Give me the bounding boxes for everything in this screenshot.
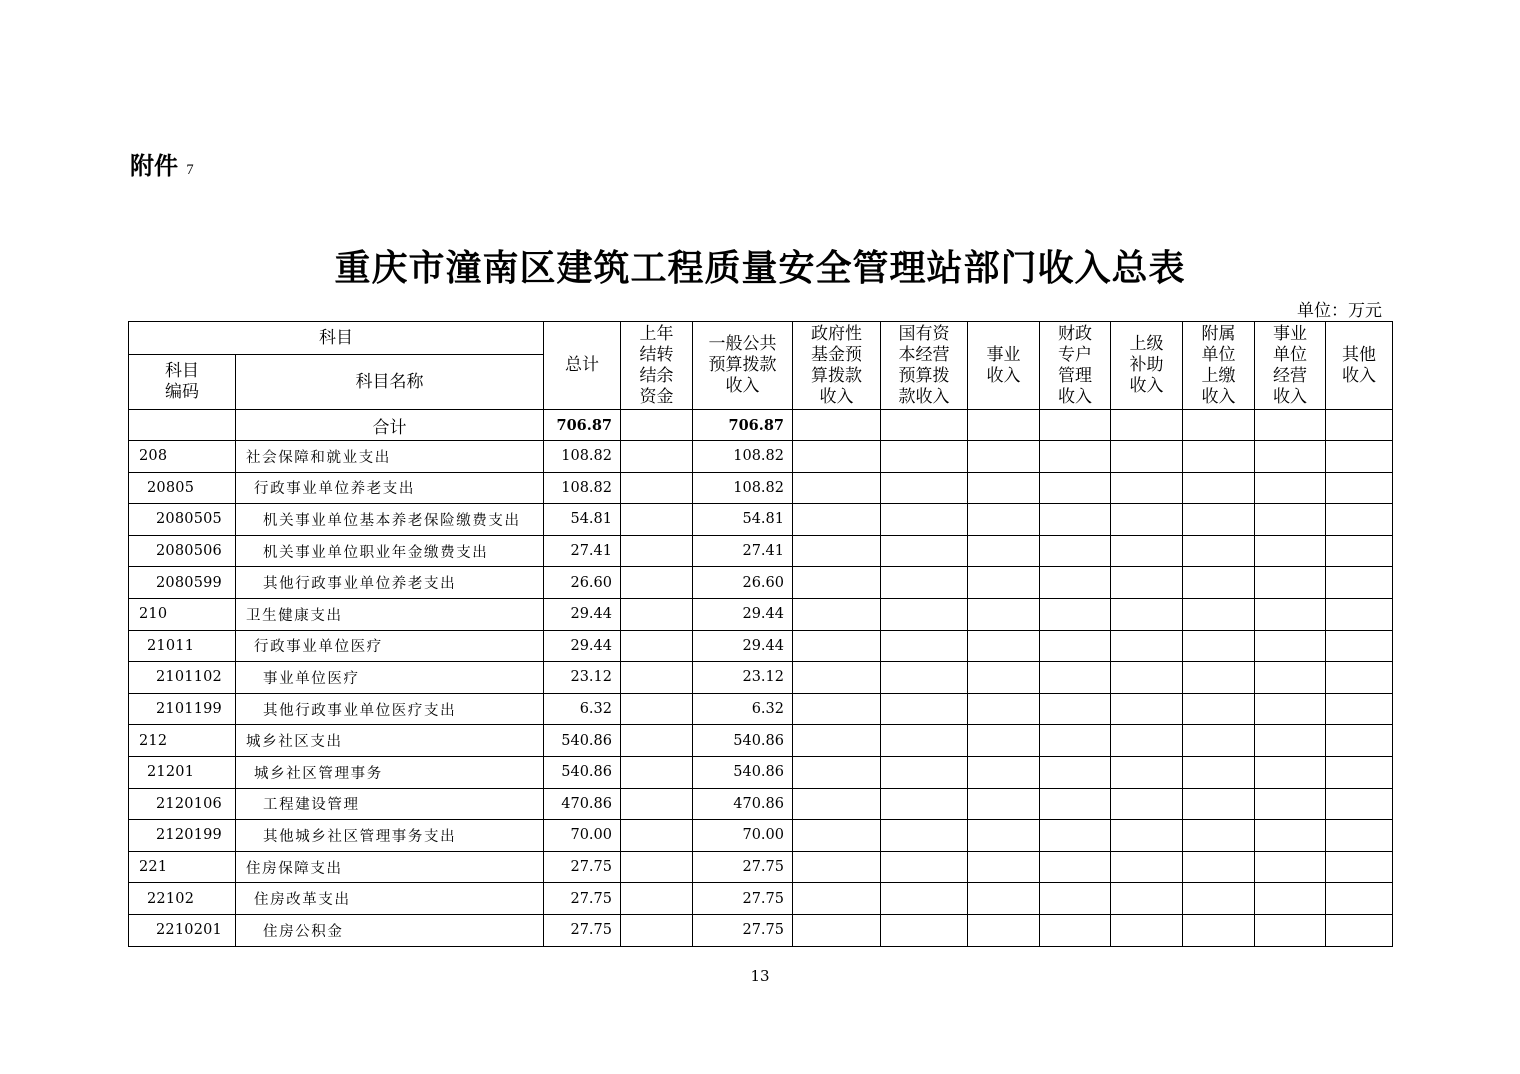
empty-cell (793, 598, 881, 630)
general-budget-value: 54.81 (693, 504, 793, 536)
empty-cell (1326, 598, 1393, 630)
empty-cell (968, 441, 1040, 473)
general-budget-value: 27.75 (693, 851, 793, 883)
empty-cell (621, 756, 693, 788)
header-code: 科目 编码 (129, 355, 236, 410)
header-col-special-account: 财政 专户 管理 收入 (1040, 322, 1111, 410)
empty-cell (968, 410, 1040, 441)
empty-cell (1183, 662, 1255, 694)
empty-cell (1326, 410, 1393, 441)
empty-cell (1326, 756, 1393, 788)
empty-cell (621, 693, 693, 725)
empty-cell (881, 693, 968, 725)
subject-name: 机关事业单位基本养老保险缴费支出 (236, 504, 544, 536)
table-row (129, 504, 1393, 536)
table-row (129, 756, 1393, 788)
empty-cell (1040, 472, 1111, 504)
empty-cell (621, 725, 693, 757)
table-row (129, 662, 1393, 694)
total-value: 23.12 (544, 662, 621, 694)
general-budget-value: 470.86 (693, 788, 793, 820)
empty-cell (968, 788, 1040, 820)
general-budget-value: 540.86 (693, 756, 793, 788)
subject-code: 2120199 (129, 820, 236, 852)
attachment-label-text: 附件 (130, 152, 178, 180)
subject-code: 208 (129, 441, 236, 473)
empty-cell (793, 410, 881, 441)
empty-cell (1255, 756, 1326, 788)
subject-code: 22102 (129, 883, 236, 915)
empty-cell (1183, 441, 1255, 473)
empty-cell (621, 820, 693, 852)
empty-cell (968, 851, 1040, 883)
empty-cell (621, 914, 693, 946)
table-row (129, 851, 1393, 883)
empty-cell (1111, 693, 1183, 725)
empty-cell (1183, 851, 1255, 883)
table-row (129, 535, 1393, 567)
empty-cell (793, 914, 881, 946)
header-col-affiliated-units: 附属 单位 上缴 收入 (1183, 322, 1255, 410)
empty-cell (1040, 504, 1111, 536)
empty-cell (1111, 441, 1183, 473)
empty-cell (621, 410, 693, 441)
attachment-number: 7 (186, 162, 194, 178)
total-value: 29.44 (544, 598, 621, 630)
empty-cell (968, 820, 1040, 852)
empty-cell (1183, 630, 1255, 662)
empty-cell (881, 756, 968, 788)
subject-name: 事业单位医疗 (236, 662, 544, 694)
page-number: 13 (750, 967, 770, 985)
empty-cell (1183, 693, 1255, 725)
empty-cell (1326, 472, 1393, 504)
subject-name: 行政事业单位养老支出 (236, 472, 544, 504)
subject-name: 住房改革支出 (236, 883, 544, 915)
unit-label: 单位：万元 (1297, 301, 1382, 321)
subject-name: 住房保障支出 (236, 851, 544, 883)
total-value: 108.82 (544, 472, 621, 504)
empty-cell (793, 535, 881, 567)
total-value: 6.32 (544, 693, 621, 725)
empty-cell (1255, 851, 1326, 883)
empty-cell (621, 630, 693, 662)
general-budget-value: 540.86 (693, 725, 793, 757)
empty-cell (1326, 883, 1393, 915)
empty-cell (881, 567, 968, 599)
total-row (129, 410, 1393, 441)
empty-cell (793, 883, 881, 915)
table-body (129, 410, 1393, 947)
empty-cell (881, 504, 968, 536)
empty-cell (1183, 410, 1255, 441)
empty-cell (968, 472, 1040, 504)
empty-cell (1255, 630, 1326, 662)
empty-cell (968, 725, 1040, 757)
empty-cell (1040, 410, 1111, 441)
header-total: 总计 (544, 322, 621, 410)
empty-cell (793, 725, 881, 757)
empty-cell (621, 788, 693, 820)
general-budget-value: 70.00 (693, 820, 793, 852)
general-budget-value: 23.12 (693, 662, 793, 694)
empty-cell (1183, 725, 1255, 757)
empty-cell (1040, 820, 1111, 852)
total-general-budget: 706.87 (693, 410, 793, 441)
empty-cell (621, 598, 693, 630)
subject-name: 住房公积金 (236, 914, 544, 946)
subject-name: 机关事业单位职业年金缴费支出 (236, 535, 544, 567)
subject-name: 其他行政事业单位医疗支出 (236, 693, 544, 725)
subject-name: 行政事业单位医疗 (236, 630, 544, 662)
empty-cell (793, 693, 881, 725)
general-budget-value: 6.32 (693, 693, 793, 725)
empty-cell (1111, 472, 1183, 504)
empty-cell (1040, 756, 1111, 788)
empty-cell (1040, 567, 1111, 599)
empty-cell (1111, 756, 1183, 788)
header-col-superior-subsidy: 上级 补助 收入 (1111, 322, 1183, 410)
empty-cell (793, 662, 881, 694)
empty-cell (621, 535, 693, 567)
subject-code: 2101199 (129, 693, 236, 725)
empty-cell (1326, 914, 1393, 946)
empty-cell (793, 504, 881, 536)
table-row (129, 914, 1393, 946)
total-sum: 706.87 (544, 410, 621, 441)
empty-cell (881, 410, 968, 441)
subject-code: 2080505 (129, 504, 236, 536)
empty-cell (881, 788, 968, 820)
empty-cell (1111, 851, 1183, 883)
empty-cell (1111, 504, 1183, 536)
subject-name: 城乡社区管理事务 (236, 756, 544, 788)
subject-name: 卫生健康支出 (236, 598, 544, 630)
subject-code: 2210201 (129, 914, 236, 946)
general-budget-value: 27.75 (693, 883, 793, 915)
empty-cell (1326, 662, 1393, 694)
empty-cell (881, 598, 968, 630)
empty-cell (1040, 441, 1111, 473)
empty-cell (968, 630, 1040, 662)
empty-cell (1255, 662, 1326, 694)
subject-name: 城乡社区支出 (236, 725, 544, 757)
empty-cell (621, 504, 693, 536)
general-budget-value: 29.44 (693, 630, 793, 662)
empty-cell (1255, 441, 1326, 473)
empty-cell (1255, 914, 1326, 946)
general-budget-value: 108.82 (693, 472, 793, 504)
empty-cell (1111, 535, 1183, 567)
table-row (129, 567, 1393, 599)
header-col-other-income: 其他 收入 (1326, 322, 1393, 410)
subject-code: 210 (129, 598, 236, 630)
empty-cell (1255, 535, 1326, 567)
general-budget-value: 29.44 (693, 598, 793, 630)
general-budget-value: 108.82 (693, 441, 793, 473)
header-col-carryover: 上年 结转 结余 资金 (621, 322, 693, 410)
empty-cell (1183, 598, 1255, 630)
subject-code: 2080599 (129, 567, 236, 599)
table-row (129, 441, 1393, 473)
empty-cell (793, 630, 881, 662)
table-row (129, 788, 1393, 820)
empty-cell (1111, 630, 1183, 662)
total-value: 54.81 (544, 504, 621, 536)
empty-cell (1255, 567, 1326, 599)
total-value: 70.00 (544, 820, 621, 852)
empty-cell (1255, 410, 1326, 441)
empty-cell (1183, 472, 1255, 504)
general-budget-value: 27.41 (693, 535, 793, 567)
table-row (129, 598, 1393, 630)
empty-cell (1111, 788, 1183, 820)
empty-cell (1326, 851, 1393, 883)
empty-cell (881, 851, 968, 883)
empty-cell (1040, 725, 1111, 757)
empty-cell (968, 914, 1040, 946)
subject-name: 社会保障和就业支出 (236, 441, 544, 473)
empty-cell (1255, 693, 1326, 725)
empty-cell (1040, 535, 1111, 567)
total-value: 27.75 (544, 851, 621, 883)
income-table (128, 321, 1393, 947)
subject-code: 221 (129, 851, 236, 883)
subject-code: 2101102 (129, 662, 236, 694)
empty-cell (1255, 725, 1326, 757)
empty-cell (1183, 883, 1255, 915)
empty-cell (1111, 883, 1183, 915)
empty-cell (1326, 567, 1393, 599)
table-row (129, 630, 1393, 662)
total-value: 108.82 (544, 441, 621, 473)
empty-cell (793, 756, 881, 788)
empty-cell (621, 441, 693, 473)
table-row (129, 883, 1393, 915)
empty-cell (1040, 693, 1111, 725)
header-subject-group: 科目 (129, 322, 544, 355)
empty-cell (881, 441, 968, 473)
empty-cell (1183, 914, 1255, 946)
empty-cell (793, 820, 881, 852)
subject-name: 其他行政事业单位养老支出 (236, 567, 544, 599)
total-value: 540.86 (544, 725, 621, 757)
total-value: 27.75 (544, 914, 621, 946)
empty-cell (1040, 788, 1111, 820)
general-budget-value: 27.75 (693, 914, 793, 946)
empty-cell (1183, 756, 1255, 788)
empty-cell (793, 788, 881, 820)
empty-cell (881, 725, 968, 757)
empty-cell (881, 914, 968, 946)
table-row (129, 820, 1393, 852)
empty-cell (621, 883, 693, 915)
empty-cell (1183, 567, 1255, 599)
empty-cell (881, 820, 968, 852)
empty-cell (1111, 410, 1183, 441)
empty-cell (1255, 598, 1326, 630)
empty-cell (1040, 914, 1111, 946)
empty-cell (968, 567, 1040, 599)
empty-cell (968, 662, 1040, 694)
empty-cell (968, 693, 1040, 725)
table-row (129, 472, 1393, 504)
empty-cell (1040, 598, 1111, 630)
empty-cell (1255, 820, 1326, 852)
empty-cell (1111, 567, 1183, 599)
empty-cell (621, 662, 693, 694)
total-value: 470.86 (544, 788, 621, 820)
empty-cell (1326, 820, 1393, 852)
empty-cell (1040, 662, 1111, 694)
empty-cell (1326, 630, 1393, 662)
total-value: 29.44 (544, 630, 621, 662)
header-col-business-income: 事业 收入 (968, 322, 1040, 410)
empty-cell (1255, 788, 1326, 820)
header-name: 科目名称 (236, 355, 544, 410)
empty-cell (1111, 820, 1183, 852)
empty-cell (1255, 883, 1326, 915)
empty-cell (793, 567, 881, 599)
empty-cell (1111, 598, 1183, 630)
subject-code: 21011 (129, 630, 236, 662)
empty-cell (968, 504, 1040, 536)
subject-code: 2080506 (129, 535, 236, 567)
empty-cell (621, 567, 693, 599)
empty-cell (1183, 820, 1255, 852)
empty-cell (1183, 504, 1255, 536)
empty-cell (968, 883, 1040, 915)
subject-code: 212 (129, 725, 236, 757)
header-col-gov-fund: 政府性 基金预 算拨款 收入 (793, 322, 881, 410)
empty-cell (1255, 472, 1326, 504)
empty-cell (968, 535, 1040, 567)
total-label: 合计 (236, 410, 544, 441)
table-row (129, 693, 1393, 725)
page-title: 重庆市潼南区建筑工程质量安全管理站部门收入总表 (334, 247, 1186, 289)
empty-cell (793, 441, 881, 473)
total-value: 26.60 (544, 567, 621, 599)
subject-code: 2120106 (129, 788, 236, 820)
empty-cell (881, 630, 968, 662)
empty-cell (1183, 535, 1255, 567)
empty-cell (793, 472, 881, 504)
empty-cell (881, 662, 968, 694)
empty-cell (1326, 725, 1393, 757)
table-row (129, 725, 1393, 757)
empty-cell (1040, 883, 1111, 915)
empty-cell (1040, 851, 1111, 883)
empty-cell (793, 851, 881, 883)
empty-cell (621, 851, 693, 883)
subject-code: 20805 (129, 472, 236, 504)
subject-code: 21201 (129, 756, 236, 788)
empty-cell (621, 472, 693, 504)
header-col-general-budget: 一般公共 预算拨款 收入 (693, 322, 793, 410)
subject-name: 工程建设管理 (236, 788, 544, 820)
total-value: 540.86 (544, 756, 621, 788)
empty-cell (1183, 788, 1255, 820)
total-value: 27.41 (544, 535, 621, 567)
empty-cell (881, 535, 968, 567)
empty-cell (968, 598, 1040, 630)
header-col-state-capital: 国有资 本经营 预算拨 款收入 (881, 322, 968, 410)
empty-cell (1326, 504, 1393, 536)
empty-cell (1111, 914, 1183, 946)
empty-cell (1255, 504, 1326, 536)
empty-cell (881, 472, 968, 504)
empty-cell (1326, 788, 1393, 820)
empty-cell (1040, 630, 1111, 662)
empty-cell (968, 756, 1040, 788)
total-code-cell (129, 410, 236, 441)
empty-cell (881, 883, 968, 915)
empty-cell (1326, 441, 1393, 473)
empty-cell (1111, 725, 1183, 757)
empty-cell (1326, 535, 1393, 567)
total-value: 27.75 (544, 883, 621, 915)
header-col-unit-operations: 事业 单位 经营 收入 (1255, 322, 1326, 410)
attachment-label (130, 146, 202, 181)
general-budget-value: 26.60 (693, 567, 793, 599)
subject-name: 其他城乡社区管理事务支出 (236, 820, 544, 852)
empty-cell (1111, 662, 1183, 694)
empty-cell (1326, 693, 1393, 725)
